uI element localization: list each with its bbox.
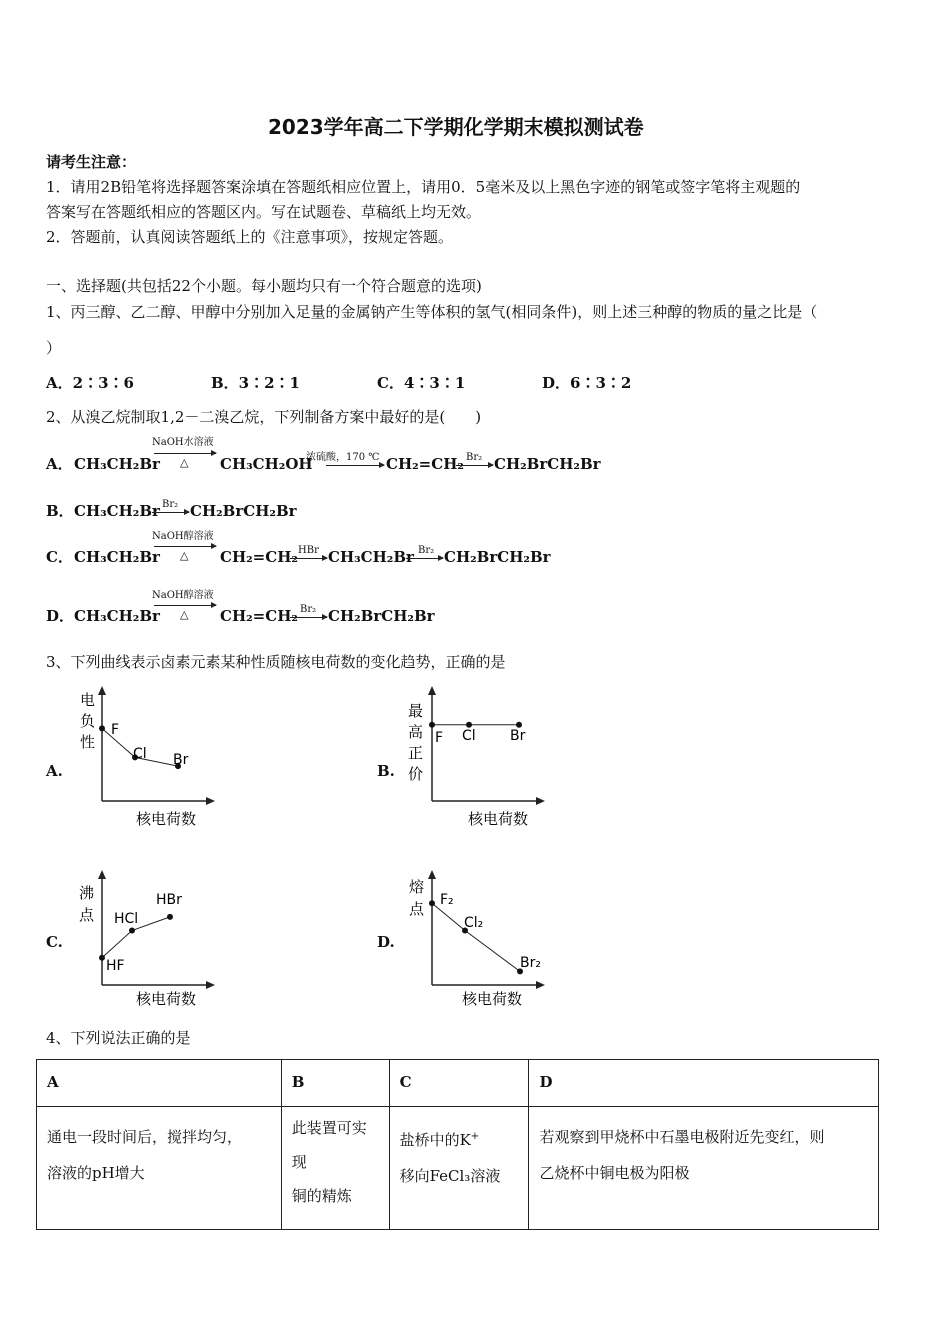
- q3-chart-c-option: C.: [46, 933, 63, 951]
- q1-option-a: A．2∶3∶6: [46, 374, 134, 392]
- q2-c-condition-3: Br₂: [418, 545, 435, 556]
- y-axis-arrowhead: [98, 686, 106, 695]
- q2-a-arrow-2: [326, 465, 384, 466]
- q3-chart-b: [400, 684, 560, 834]
- q2-c-intermediate-1: CH₂=CH₂: [220, 548, 298, 566]
- cell-b-line-2: 现: [291, 1153, 307, 1171]
- x-axis-label: 核电荷数: [468, 810, 529, 828]
- q3-chart-d: [400, 870, 560, 1010]
- q2-b-product: CH₂BrCH₂Br: [190, 502, 297, 520]
- data-point-hbr: [167, 914, 173, 920]
- q2-d-condition-1: NaOH醇溶液: [152, 590, 214, 601]
- y-label-char: 电: [80, 691, 96, 709]
- y-label-char: 点: [409, 900, 425, 918]
- q2-a-arrow-3: [456, 465, 493, 466]
- q2-c-reactant: CH₃CH₂Br: [74, 548, 160, 566]
- q2-c-condition-1: NaOH醇溶液: [152, 531, 214, 542]
- q2-d-condition-2: Br₂: [300, 604, 317, 615]
- point-label-hf: HF: [106, 958, 125, 974]
- point-label-cl: Cl: [133, 746, 147, 762]
- q1-option-b: B．3∶2∶1: [211, 374, 300, 392]
- data-point-hf: [99, 955, 105, 961]
- cell-c: [389, 1107, 529, 1230]
- y-label-char: 高: [408, 723, 424, 741]
- q2-a-arrow-1: [154, 453, 216, 454]
- point-label-cl2: Cl₂: [464, 915, 484, 931]
- q3-chart-c: [70, 870, 230, 1010]
- x-axis-label: 核电荷数: [462, 990, 523, 1008]
- header-cell-c: C: [389, 1060, 529, 1107]
- x-axis-arrowhead: [536, 797, 545, 805]
- x-axis-label: 核电荷数: [136, 990, 197, 1008]
- table-row: [37, 1107, 879, 1230]
- x-axis-arrowhead: [206, 981, 215, 989]
- data-point-br: [516, 722, 522, 728]
- q2-a-condition-2: 浓硫酸，170 ℃: [306, 452, 380, 463]
- q1-stem: 1、丙三醇、乙二醇、甲醇中分别加入足量的金属钠产生等体积的氢气(相同条件)，则上述三种醇的物质的量之比是（: [46, 303, 818, 321]
- q2-stem: 2、从溴乙烷制取1,2－二溴乙烷，下列制备方案中最好的是( ): [46, 408, 482, 426]
- q3-chart-d-option: D.: [377, 933, 395, 951]
- notice-heading: 请考生注意：: [46, 153, 137, 171]
- q2-a-product: CH₂BrCH₂Br: [494, 455, 601, 473]
- point-label-cl: Cl: [462, 728, 476, 744]
- q2-d-arrow-2: [290, 617, 327, 618]
- cell-c-superscript: +: [470, 1131, 480, 1142]
- q2-d-label: D．: [46, 607, 75, 625]
- notice-line-2: 2．答题前，认真阅读答题纸上的《注意事项》，按规定答题。: [46, 228, 454, 246]
- y-label-char: 沸: [79, 884, 95, 902]
- y-label-char: 正: [408, 744, 424, 762]
- q2-a-reactant: CH₃CH₂Br: [74, 455, 160, 473]
- x-axis-arrowhead: [536, 981, 545, 989]
- x-axis-arrowhead: [206, 797, 215, 805]
- q2-d-product: CH₂BrCH₂Br: [328, 607, 435, 625]
- y-label-char: 性: [80, 733, 96, 751]
- page-title: 2023学年高二下学期化学期末模拟测试卷: [268, 115, 644, 139]
- q4-stem: 4、下列说法正确的是: [46, 1029, 191, 1047]
- series-line: [432, 903, 520, 971]
- notice-line-1a: 1．请用2B铅笔将选择题答案涂填在答题纸相应位置上，请用0．5毫米及以上黑色字迹的钢笔或签字笔将主观题的: [46, 178, 801, 196]
- data-point-f: [99, 725, 105, 731]
- point-label-hbr: HBr: [156, 892, 182, 908]
- y-axis-arrowhead: [428, 686, 436, 695]
- y-label-char: 熔: [409, 878, 425, 896]
- notice-line-1b: 答案写在答题纸相应的答题区内。写在试题卷、草稿纸上均无效。: [46, 203, 482, 221]
- data-point-f: [429, 722, 435, 728]
- point-label-f2: F₂: [440, 892, 454, 908]
- point-label-br2: Br₂: [520, 955, 541, 971]
- q2-c-intermediate-2: CH₃CH₂Br: [328, 548, 414, 566]
- table-header-row: [37, 1060, 879, 1107]
- q1-option-c: C．4∶3∶1: [377, 374, 466, 392]
- cell-c-line-1: [400, 1119, 519, 1158]
- point-label-br: Br: [173, 752, 189, 768]
- q2-a-label: A．: [46, 455, 73, 473]
- q3-chart-b-option: B.: [377, 762, 395, 780]
- data-point-f2: [429, 900, 435, 906]
- cell-b-line-1: 此装置可实: [291, 1119, 367, 1137]
- cell-b: [281, 1107, 389, 1230]
- cell-d: [529, 1107, 879, 1230]
- x-axis-label: 核电荷数: [136, 810, 197, 828]
- y-label-char: 最: [408, 702, 424, 720]
- cell-d-line-1: 若观察到甲烧杯中石墨电极附近先变红，则: [539, 1128, 825, 1146]
- q2-c-product: CH₂BrCH₂Br: [444, 548, 551, 566]
- q2-a-heat-1: △: [180, 456, 189, 469]
- cell-a-line-2: 溶液的pH增大: [47, 1164, 145, 1182]
- y-axis-arrowhead: [98, 870, 106, 879]
- cell-a: [37, 1107, 282, 1230]
- q2-c-arrow-2: [290, 558, 327, 559]
- q2-d-heat-1: △: [180, 608, 189, 621]
- header-cell-b: B: [281, 1060, 389, 1107]
- q2-c-heat-1: △: [180, 549, 189, 562]
- q2-a-intermediate-2: CH₂=CH₂: [386, 455, 464, 473]
- q3-chart-a-option: A.: [46, 762, 63, 780]
- q2-d-arrow-1: [154, 605, 216, 606]
- q2-d-intermediate-1: CH₂=CH₂: [220, 607, 298, 625]
- q2-b-arrow-1: [152, 512, 189, 513]
- cell-b-line-3: 铜的精炼: [291, 1187, 352, 1205]
- y-label-char: 价: [408, 765, 424, 783]
- q2-a-intermediate-1: CH₃CH₂OH: [220, 455, 313, 473]
- y-label-char: 负: [80, 712, 96, 730]
- q1-stem-end: ）: [46, 339, 62, 357]
- data-point-hcl: [129, 928, 135, 934]
- q2-a-condition-3: Br₂: [466, 452, 483, 463]
- q2-c-arrow-1: [154, 546, 216, 547]
- header-cell-a: A: [37, 1060, 282, 1107]
- point-label-f: F: [435, 730, 444, 746]
- q2-c-label: C．: [46, 548, 73, 566]
- y-label-char: 点: [79, 906, 95, 924]
- q2-b-reactant: CH₃CH₂Br: [74, 502, 160, 520]
- cell-a-line-1: 通电一段时间后，搅拌均匀，: [47, 1128, 243, 1146]
- section-heading: 一、选择题(共包括22个小题。每小题均只有一个符合题意的选项): [46, 277, 482, 295]
- q2-b-condition-1: Br₂: [162, 499, 179, 510]
- point-label-f: F: [111, 722, 120, 738]
- cell-c-line-2: 移向FeCl₃溶液: [399, 1167, 501, 1185]
- q4-table: [36, 1059, 879, 1230]
- point-label-br: Br: [510, 728, 526, 744]
- q2-b-label: B．: [46, 502, 74, 520]
- q2-c-arrow-3: [406, 558, 443, 559]
- q2-a-condition-1: NaOH水溶液: [152, 437, 214, 448]
- y-axis-arrowhead: [428, 870, 436, 879]
- q1-option-d: D．6∶3∶2: [542, 374, 632, 392]
- cell-d-line-2: 乙烧杯中铜电极为阳极: [539, 1164, 690, 1182]
- q3-stem: 3、下列曲线表示卤素元素某种性质随核电荷数的变化趋势，正确的是: [46, 653, 506, 671]
- q2-c-condition-2: HBr: [298, 545, 319, 556]
- cell-c-text: 盐桥中的K: [399, 1131, 471, 1149]
- point-label-hcl: HCl: [114, 911, 139, 927]
- header-cell-d: D: [529, 1060, 879, 1107]
- q2-d-reactant: CH₃CH₂Br: [74, 607, 160, 625]
- data-point-cl: [466, 722, 472, 728]
- q3-chart-a: [70, 684, 230, 834]
